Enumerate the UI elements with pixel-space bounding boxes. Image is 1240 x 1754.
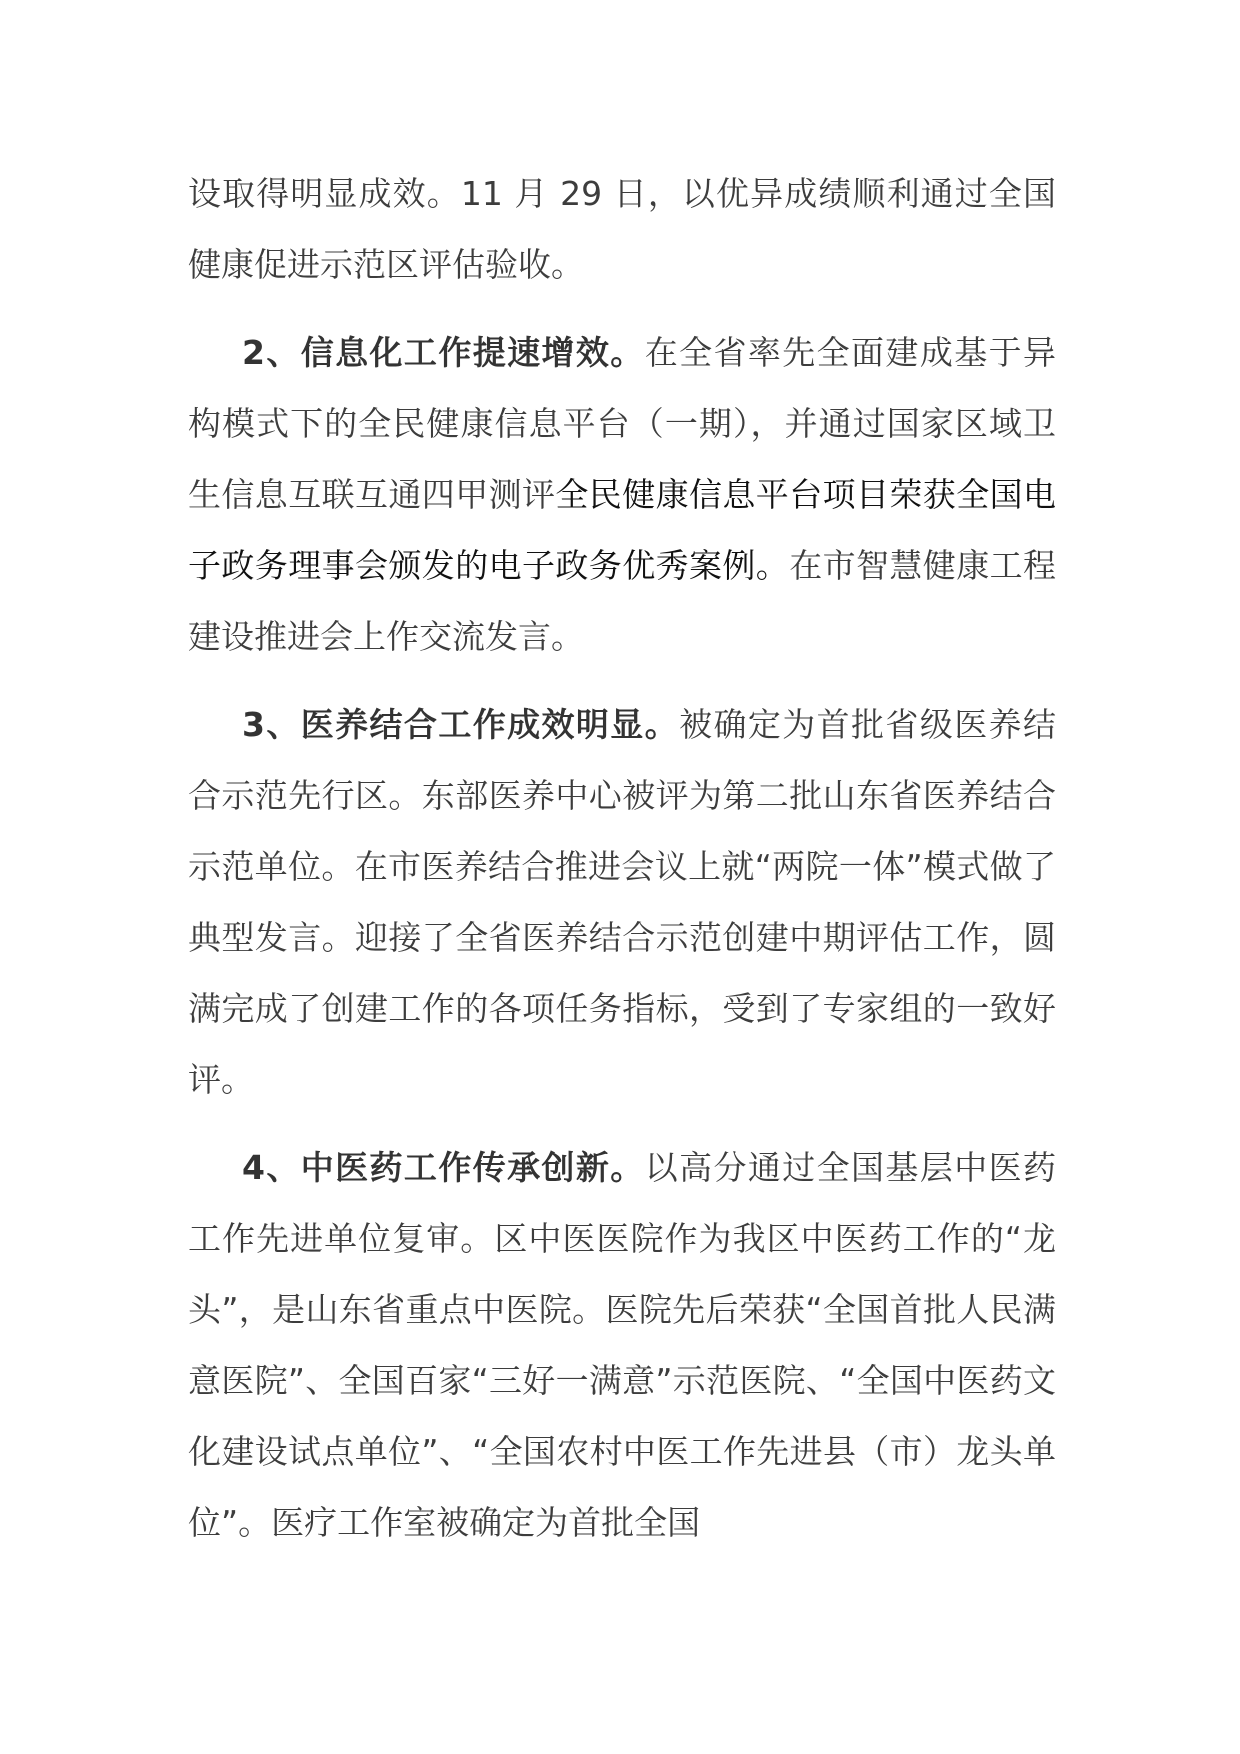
paragraph-2-highlight: 全民健康信息平台项目荣获全国电子政务理事会颁发的电子政务优秀案例。 — [188, 475, 1057, 585]
paragraph-2-body: 在全省率先全面建成基于异构模式下的全民健康信息平台（一期），并通过国家区域卫生信息互联互通四甲测评 — [188, 333, 1057, 514]
paragraph-4-heading: 4、中医药工作传承创新。 — [242, 1148, 645, 1187]
paragraph-2 — [188, 317, 1056, 672]
paragraph-1 — [188, 158, 1056, 300]
paragraph-4-body: 以高分通过全国基层中医药工作先进单位复审。区中医医院作为我区中医药工作的“龙头”，是山东省重点中医院。医院先后荣获“全国首批人民满意医院”、全国百家“三好一满意”示范医院、“全国中医药文化建设试点单位”、“全国农村中医工作先进县（市）龙头单位”。医疗工作室被确定为首批全国 — [188, 1148, 1057, 1542]
paragraph-1-body: 设取得明显成效。11 月 29 日，以优异成绩顺利通过全国健康促进示范区评估验收。 — [188, 174, 1056, 284]
paragraph-3-heading: 3、医养结合工作成效明显。 — [242, 705, 680, 744]
paragraph-3-body: 被确定为首批省级医养结合示范先行区。东部医养中心被评为第二批山东省医养结合示范单位。在市医养结合推进会议上就“两院一体”模式做了典型发言。迎接了全省医养结合示范创建中期评估工作，圆满完成了创建工作的各项任务指标，受到了专家组的一致好评。 — [188, 705, 1057, 1099]
paragraph-2-tail: 在市智慧健康工程建设推进会上作交流发言。 — [188, 546, 1057, 656]
document-body — [188, 158, 1056, 1558]
paragraph-2-heading: 2、信息化工作提速增效。 — [242, 333, 645, 372]
paragraph-3 — [188, 689, 1056, 1115]
paragraph-4 — [188, 1132, 1056, 1558]
